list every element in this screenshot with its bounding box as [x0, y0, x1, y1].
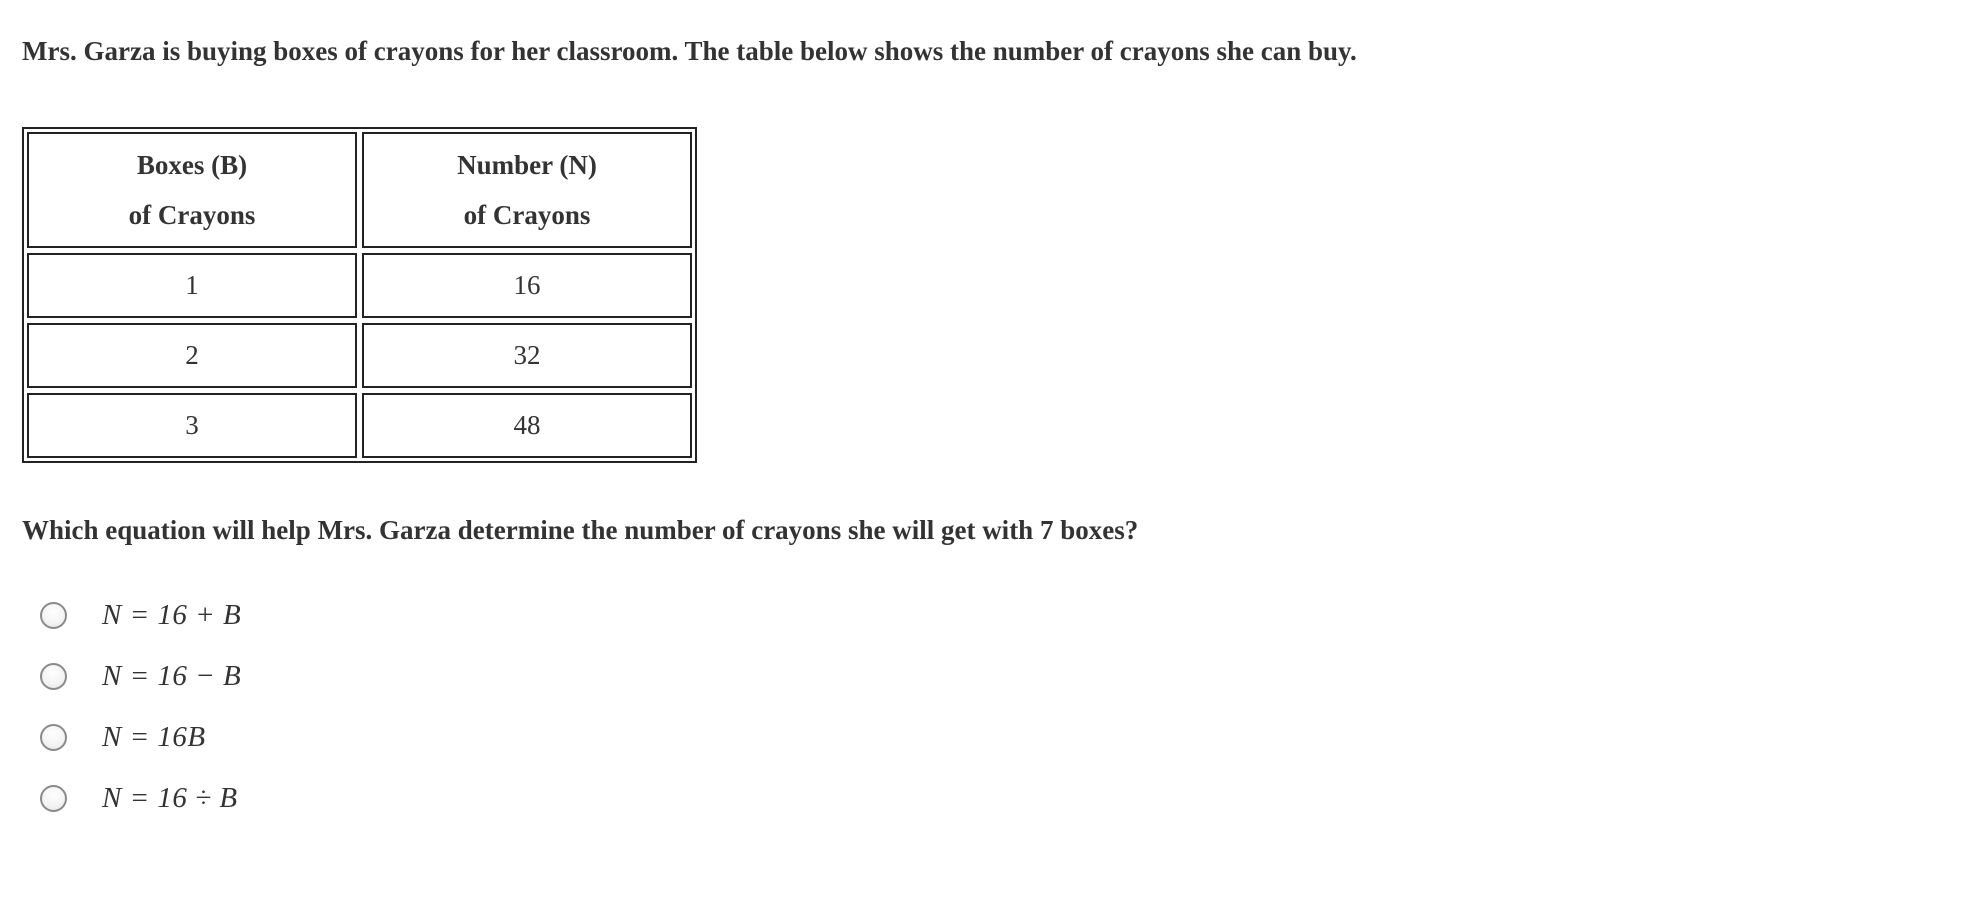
- header-number: [362, 132, 692, 248]
- header-boxes: [27, 132, 357, 248]
- table-row: [27, 393, 692, 458]
- radio-button-d[interactable]: [40, 785, 67, 812]
- problem-prompt: Mrs. Garza is buying boxes of crayons for her classroom. The table below shows the number of crayons she can buy.: [22, 36, 1357, 66]
- answer-option-d[interactable]: [40, 768, 241, 829]
- table-header-row: [27, 132, 692, 248]
- header-number-line2: of Crayons: [463, 200, 591, 230]
- header-boxes-line1: Boxes (B): [136, 150, 248, 180]
- table-cell-boxes: 3: [27, 393, 357, 458]
- answer-options: [40, 585, 241, 829]
- header-boxes-line2: of Crayons: [128, 200, 256, 230]
- table-cell-number: 48: [362, 393, 692, 458]
- answer-option-label: N = 16 + B: [102, 599, 242, 631]
- table-row: [27, 253, 692, 318]
- question-text: Which equation will help Mrs. Garza determine the number of crayons she will get with 7 boxes?: [22, 515, 1139, 545]
- table-cell-number: 32: [362, 323, 692, 388]
- answer-option-label: N = 16 ÷ B: [102, 782, 238, 814]
- table-cell-number: 16: [362, 253, 692, 318]
- answer-option-label: N = 16 − B: [102, 660, 242, 692]
- table-cell-boxes: 2: [27, 323, 357, 388]
- header-number-line1: Number (N): [457, 150, 597, 180]
- answer-option-b[interactable]: [40, 646, 241, 707]
- answer-option-c[interactable]: [40, 707, 241, 768]
- answer-option-label: N = 16B: [102, 721, 206, 753]
- radio-button-b[interactable]: [40, 663, 67, 690]
- table-row: [27, 323, 692, 388]
- radio-button-a[interactable]: [40, 602, 67, 629]
- crayon-table: [22, 127, 697, 463]
- table-cell-boxes: 1: [27, 253, 357, 318]
- answer-option-a[interactable]: [40, 585, 241, 646]
- radio-button-c[interactable]: [40, 724, 67, 751]
